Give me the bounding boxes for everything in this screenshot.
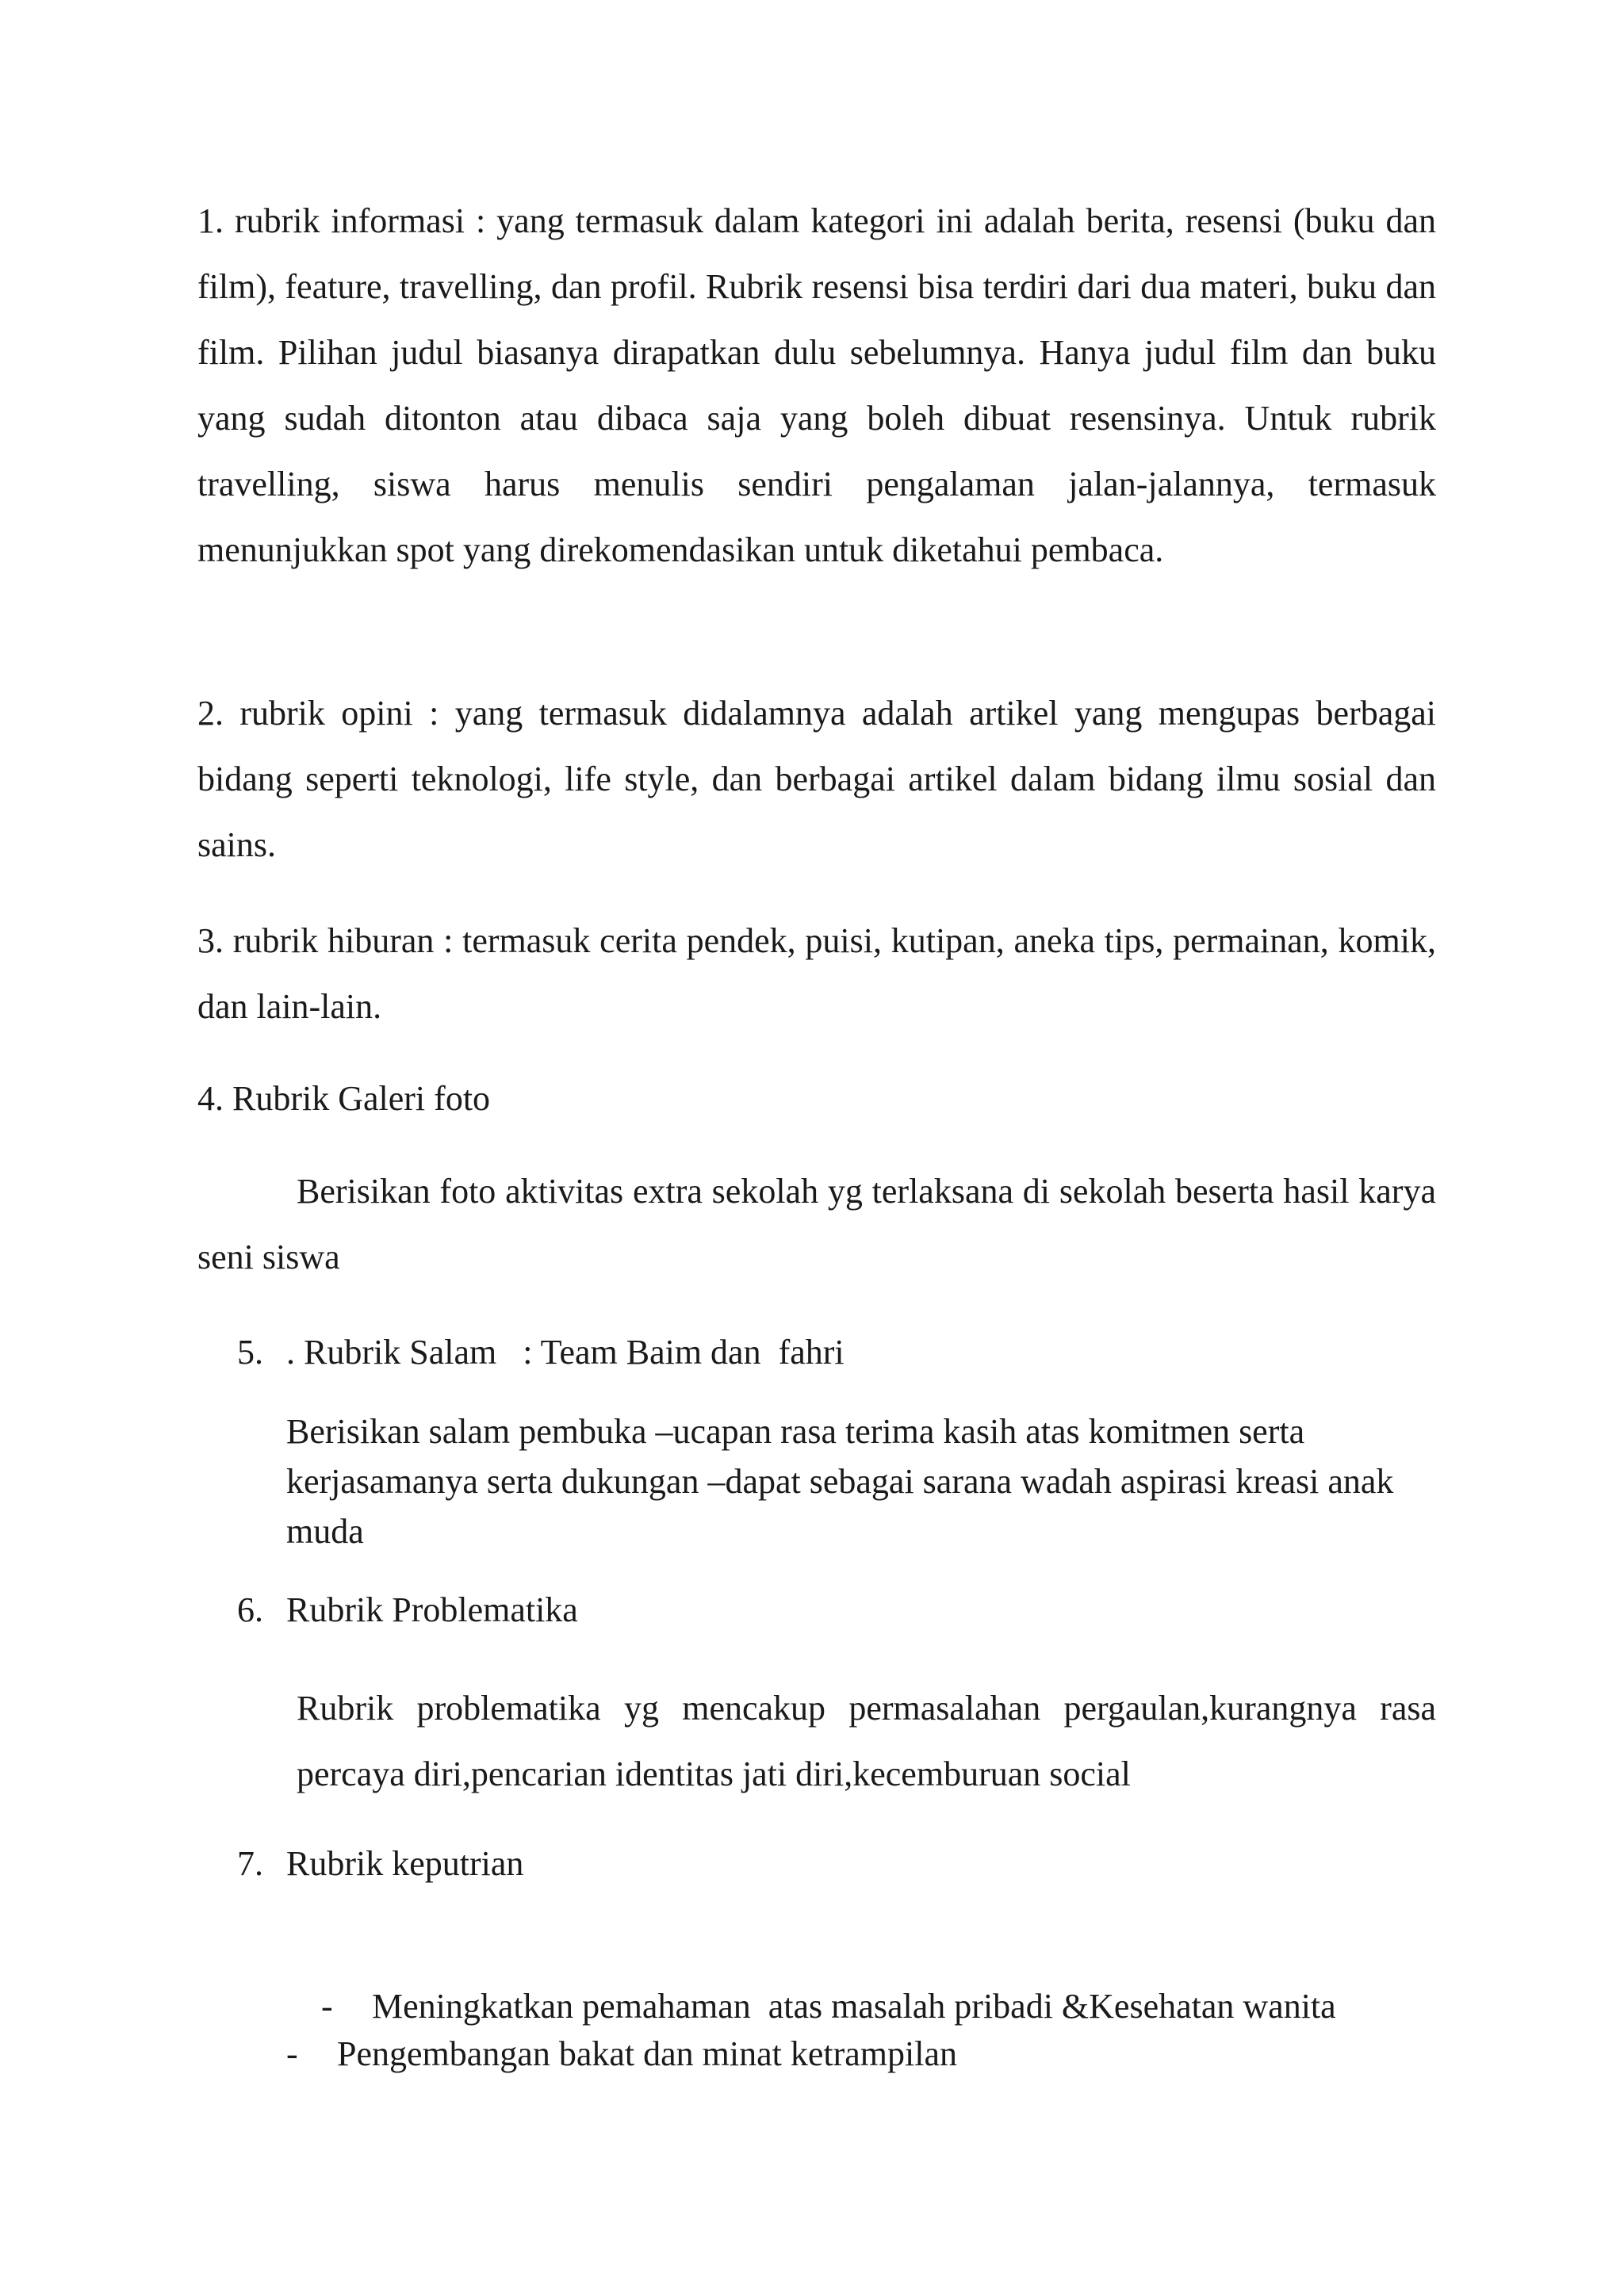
paragraph-rubrik-opini: 2. rubrik opini : yang termasuk didalamnya adalah artikel yang mengupas berbagai bidang seperti teknologi, life style, dan berbagai artikel dalam bidang ilmu sosial dan sains.: [197, 694, 1436, 864]
paragraph-rubrik-problematika-body: Rubrik problematika yg mencakup permasalahan pergaulan,kurangnya rasa percaya diri,pencarian identitas jati diri,kecemburuan social: [297, 1689, 1436, 1793]
bullet-item: [286, 2030, 957, 2078]
paragraph-rubrik-informasi: 1. rubrik informasi : yang termasuk dalam kategori ini adalah berita, resensi (buku dan film), feature, travelling, dan profil. Rubrik resensi bisa terdiri dari dua materi, buku dan film. Pilihan judul biasanya dirapatkan dulu sebelumnya. Hanya judul film dan buku yang sudah ditonton atau dibaca saja yang boleh dibuat resensinya. Untuk rubrik travelling, siswa harus menulis sendiri pengalaman jalan-jalannya, termasuk menunjukkan spot yang direkomendasikan untuk diketahui pembaca.: [197, 201, 1436, 569]
heading-rubrik-salam: . Rubrik Salam : Team Baim dan fahri: [286, 1333, 845, 1372]
bullet-text: Pengembangan bakat dan minat ketrampilan: [337, 2034, 957, 2073]
heading-rubrik-problematika: Rubrik Problematika: [286, 1590, 578, 1629]
paragraph-galeri-foto-body: Berisikan foto aktivitas extra sekolah yg terlaksana di sekolah beserta hasil karya seni siswa: [197, 1172, 1436, 1276]
bullet-dash: -: [286, 2034, 298, 2073]
heading-rubrik-galeri-foto: 4. Rubrik Galeri foto: [197, 1079, 491, 1118]
bullet-text: Meningkatkan pemahaman atas masalah pribadi &Kesehatan wanita: [372, 1987, 1336, 2026]
bullet-dash: -: [321, 1987, 333, 2026]
paragraph-rubrik-hiburan: 3. rubrik hiburan : termasuk cerita pendek, puisi, kutipan, aneka tips, permainan, komik, dan lain-lain.: [197, 921, 1436, 1026]
heading-rubrik-keputrian: Rubrik keputrian: [286, 1844, 524, 1883]
list-number-7: 7.: [237, 1844, 263, 1883]
list-number-6: 6.: [237, 1590, 263, 1629]
list-number-5: 5.: [237, 1333, 263, 1372]
paragraph-rubrik-salam-body: Berisikan salam pembuka –ucapan rasa terima kasih atas komitmen serta kerjasamanya serta dukungan –dapat sebagai sarana wadah aspirasi kreasi anak muda: [286, 1412, 1394, 1551]
